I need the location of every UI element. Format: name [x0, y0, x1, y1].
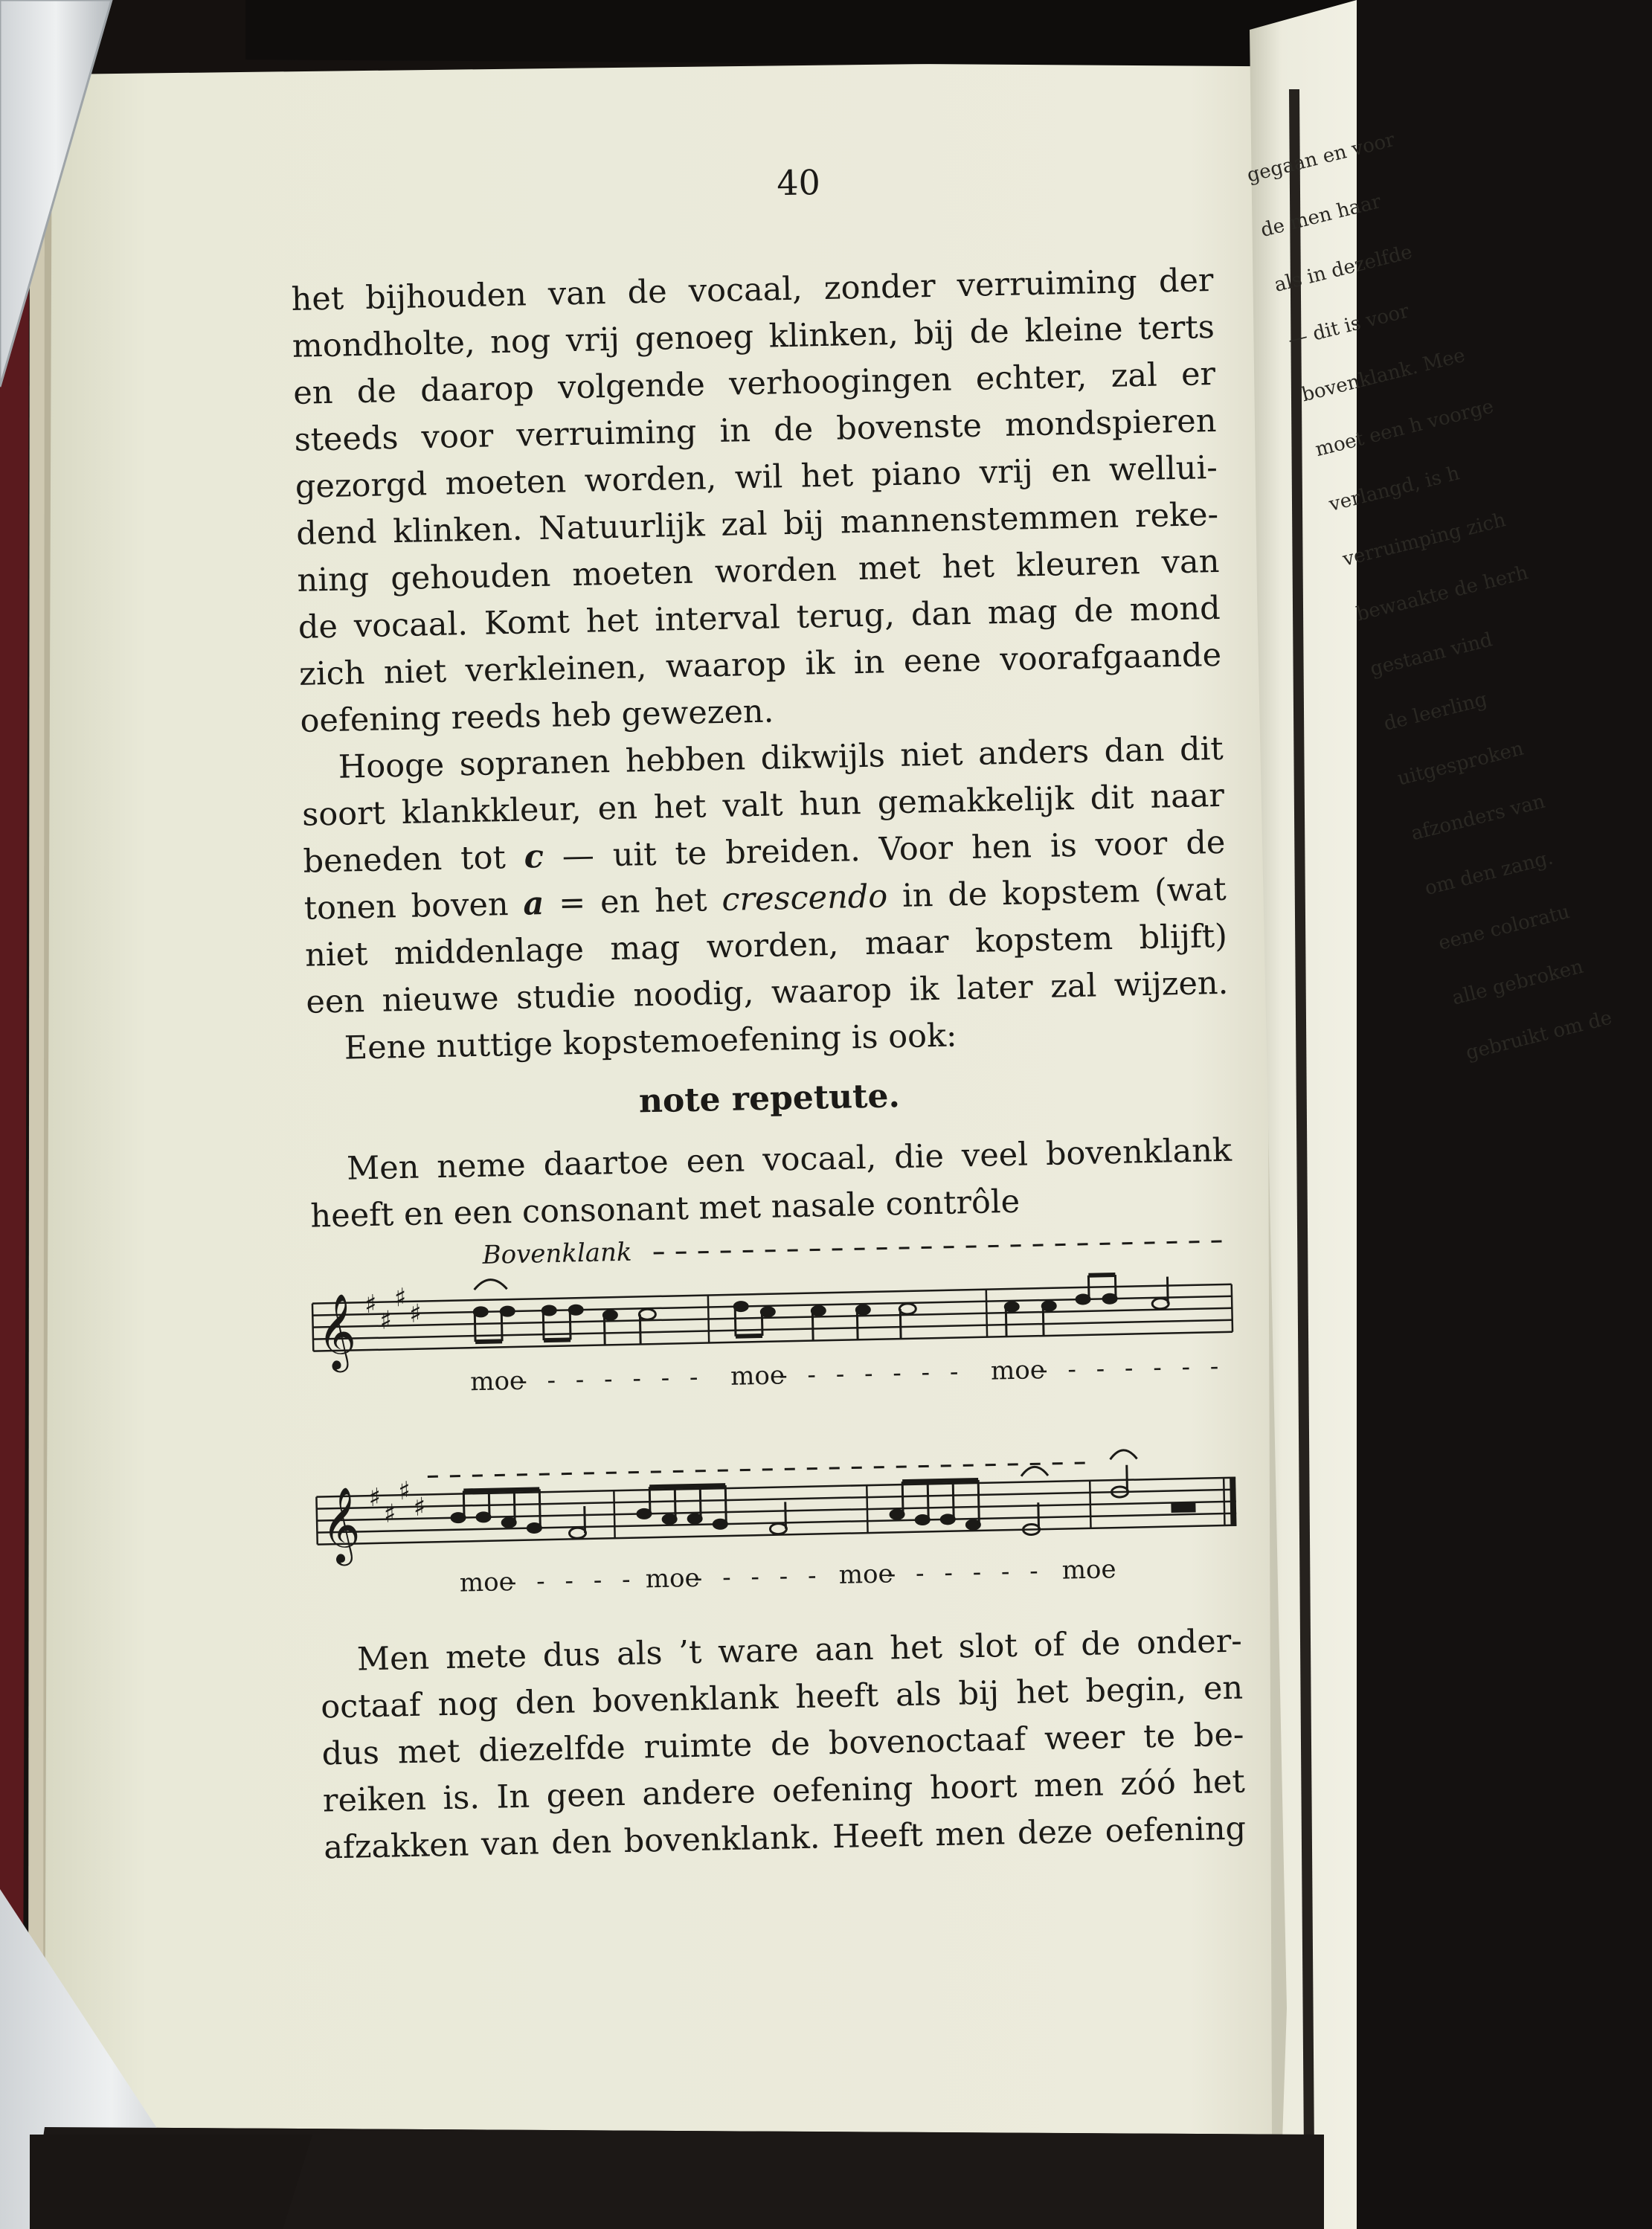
- facing-fragment: als in dezelfde: [1272, 240, 1415, 297]
- text-line: reiken is. In geen andere oefening hoort men zóó het: [322, 1763, 1246, 1820]
- text-segment: beneden tot: [303, 838, 525, 881]
- syllable: moe: [990, 1355, 1046, 1386]
- section-heading: note repetute.: [638, 1077, 901, 1121]
- music-staff-2: [315, 1426, 1240, 1572]
- syllable: moe: [1061, 1554, 1116, 1586]
- text-line: ning gehouden moeten worden met het kleuren van: [297, 542, 1220, 599]
- facing-fragment: verlangd, is h: [1326, 462, 1462, 516]
- note-name: c: [524, 838, 544, 876]
- text-line: dend klinken. Natuurlijk zal bij mannenstemmen reke-: [295, 495, 1219, 553]
- svg-text:𝄞: 𝄞: [321, 1485, 361, 1563]
- text-line: Hooge sopranen hebben dikwijls niet anders dan dit: [338, 730, 1224, 786]
- facing-fragment: verruimping zich: [1340, 509, 1508, 571]
- text-segment: = en het: [543, 881, 722, 923]
- syllable-dashes: - - - - - - -: [778, 1357, 965, 1391]
- text-line: een nieuwe studie noodig, waarop ik later zal wijzen.: [305, 964, 1229, 1021]
- svg-text:𝄞: 𝄞: [316, 1292, 357, 1370]
- page-number: 40: [776, 162, 821, 204]
- text-line: oefening reeds heb gewezen.: [300, 692, 774, 740]
- facing-fragment: om den zang.: [1422, 846, 1556, 901]
- text-line: niet middenlage mag worden, maar kopstem blijft): [304, 917, 1228, 974]
- text-line: steeds voor verruiming in de bovenste mondspieren: [294, 402, 1217, 459]
- text-segment: in de kopstem (wat: [887, 870, 1227, 916]
- facing-fragment: afzonders van: [1409, 790, 1548, 846]
- text-line: gezorgd moeten worden, wil het piano vrij en wellui-: [295, 448, 1218, 506]
- svg-text:♯: ♯: [383, 1499, 396, 1529]
- text-segment: tonen boven: [303, 885, 524, 927]
- syllable: moe: [730, 1360, 785, 1392]
- facing-fragment: moet een h voorge: [1313, 395, 1497, 462]
- facing-fragment: gegaan en voor: [1244, 129, 1398, 187]
- text-line: heeft en een consonant met nasale contrôle: [309, 1183, 1021, 1235]
- svg-text:♯: ♯: [379, 1305, 393, 1336]
- facing-fragment: uitgesproken: [1395, 737, 1526, 791]
- note-name: a: [522, 885, 544, 923]
- text-line: soort klankkleur, en het valt hun gemakkelijk dit naar: [301, 776, 1225, 834]
- svg-text:♯: ♯: [408, 1299, 422, 1329]
- facing-fragment: bovenklank. Mee: [1299, 344, 1468, 407]
- text-line: het bijhouden van de vocaal, zonder verruiming der: [291, 261, 1214, 318]
- text-line: Men mete dus als ’t ware aan het slot of de onder-: [356, 1622, 1243, 1679]
- svg-text:♯: ♯: [364, 1289, 377, 1320]
- syllable: moe: [838, 1559, 894, 1590]
- text-line: de vocaal. Komt het interval terug, dan mag de mond: [298, 589, 1221, 646]
- svg-text:♯: ♯: [393, 1283, 407, 1313]
- syllable: moe: [645, 1563, 701, 1595]
- facing-fragment: eene coloratu: [1436, 901, 1572, 955]
- text-line: octaaf nog den bovenklank heeft als bij het begin, en: [320, 1669, 1244, 1726]
- facing-fragment: — dit is voor: [1285, 300, 1412, 352]
- syllable-dashes: - - - - -: [693, 1560, 823, 1593]
- syllable-dashes: - - - - - - -: [1038, 1351, 1225, 1386]
- text-line: Eene nuttige kopstemoefening is ook:: [344, 1017, 958, 1067]
- text-line: mondholte, nog vrij genoeg klinken, bij de kleine terts: [292, 308, 1215, 365]
- text-line: en de daarop volgende verhoogingen echter, zal er: [292, 355, 1216, 412]
- italic-term: crescendo: [721, 878, 888, 919]
- svg-text:♯: ♯: [413, 1492, 426, 1522]
- facing-fragment: gestaan vind: [1368, 628, 1495, 681]
- syllable: moe: [469, 1366, 525, 1397]
- svg-text:♯: ♯: [368, 1482, 382, 1514]
- svg-text:♯: ♯: [397, 1476, 411, 1507]
- text-line: afzakken van den bovenklank. Heeft men deze oefening: [323, 1810, 1247, 1867]
- facing-fragment: de men haar: [1258, 190, 1383, 242]
- text-line: zich niet verkleinen, waarop ik in eene voorafgaande: [298, 636, 1222, 693]
- text-line: dus met diezelfde ruimte de bovenoctaaf weer te be-: [321, 1716, 1244, 1773]
- text-segment: — uit te breiden. Voor hen is voor de: [543, 823, 1226, 876]
- syllable-dashes: - - - - - -: [887, 1556, 1045, 1589]
- syllable: moe: [459, 1567, 515, 1598]
- bovenklank-label: Bovenklank: [482, 1237, 632, 1270]
- syllable-dashes: - - - - - - -: [518, 1362, 704, 1396]
- syllable-dashes: - - - - -: [507, 1564, 637, 1598]
- facing-fragment: de leerling: [1381, 688, 1490, 736]
- facing-fragment: gebruikt om de: [1463, 1006, 1615, 1065]
- text-line: Men neme daartoe een vocaal, die veel bovenklank: [346, 1131, 1232, 1188]
- facing-fragment: alle gebroken: [1450, 955, 1586, 1010]
- facing-fragment: bewaakte de herh: [1354, 561, 1531, 626]
